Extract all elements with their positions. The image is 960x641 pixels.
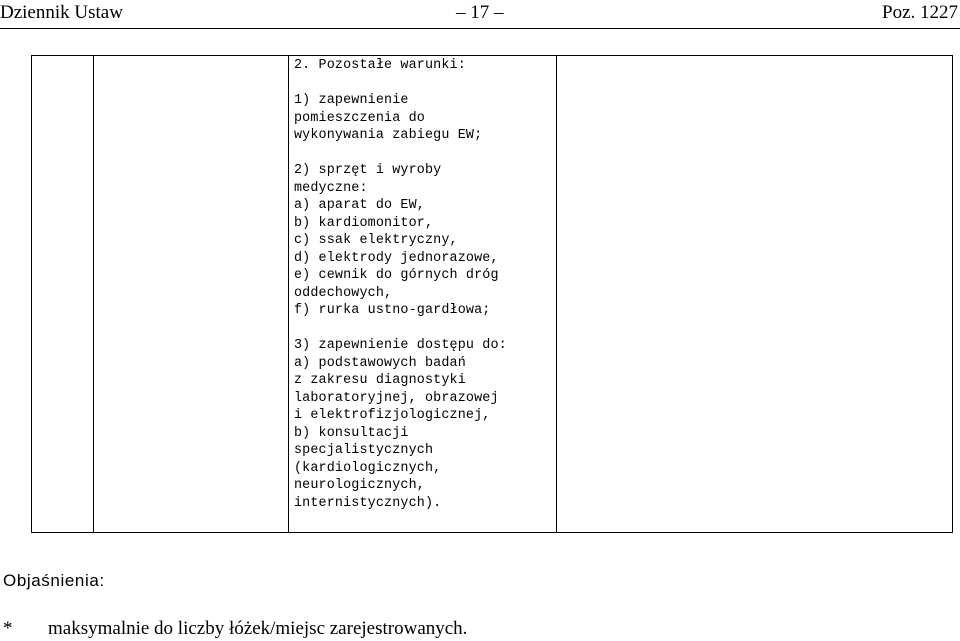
condition-line: 2) sprzęt i wyroby [294,163,442,178]
condition-line: laboratoryjnej, obrazowej [294,390,499,406]
condition-line: b) konsultacji [294,425,409,441]
condition-line: specjalistycznych [294,443,434,458]
column-divider-1 [93,56,94,532]
condition-line: internistycznych). [294,495,442,511]
journal-title: Dziennik Ustaw [0,2,123,23]
condition-line: f) rurka ustno-gardłowa; [294,303,491,318]
condition-line: 1) zapewnienie [294,93,409,108]
condition-line: i elektrofizjologicznej, [294,408,491,423]
footnote-text: maksymalnie do liczby łóżek/miejsc zarejestrowanych. [48,618,468,639]
blank-line [294,320,550,338]
condition-line: a) podstawowych badań [294,355,466,371]
page-number: – 17 – [456,2,504,23]
condition-line: neurologicznych, [294,478,425,493]
condition-line: (kardiologicznych, [294,460,442,476]
column-divider-2 [288,56,289,532]
condition-line: 3) zapewnienie dostępu do: [294,338,507,353]
condition-line: d) elektrody jednorazowe, [294,250,499,266]
position-number: Poz. 1227 [882,2,958,23]
conditions-cell [294,57,550,512]
condition-line: e) cewnik do górnych dróg [294,268,499,283]
blank-line [294,75,550,93]
condition-line: medyczne: [294,180,368,196]
explanations-title: Objaśnienia: [3,571,105,590]
condition-line: c) ssak elektryczny, [294,233,458,248]
condition-line: 2. Pozostałe warunki: [294,58,466,73]
condition-line: b) kardiomonitor, [294,215,434,231]
condition-line: z zakresu diagnostyki [294,373,466,388]
blank-line [294,145,550,163]
condition-line: a) aparat do EW, [294,198,425,213]
footnote-marker: * [3,618,13,639]
condition-line: wykonywania zabiegu EW; [294,128,483,143]
column-divider-3 [556,56,557,532]
condition-line: oddechowych, [294,285,393,301]
page-header [0,0,960,29]
condition-line: pomieszczenia do [294,110,425,126]
